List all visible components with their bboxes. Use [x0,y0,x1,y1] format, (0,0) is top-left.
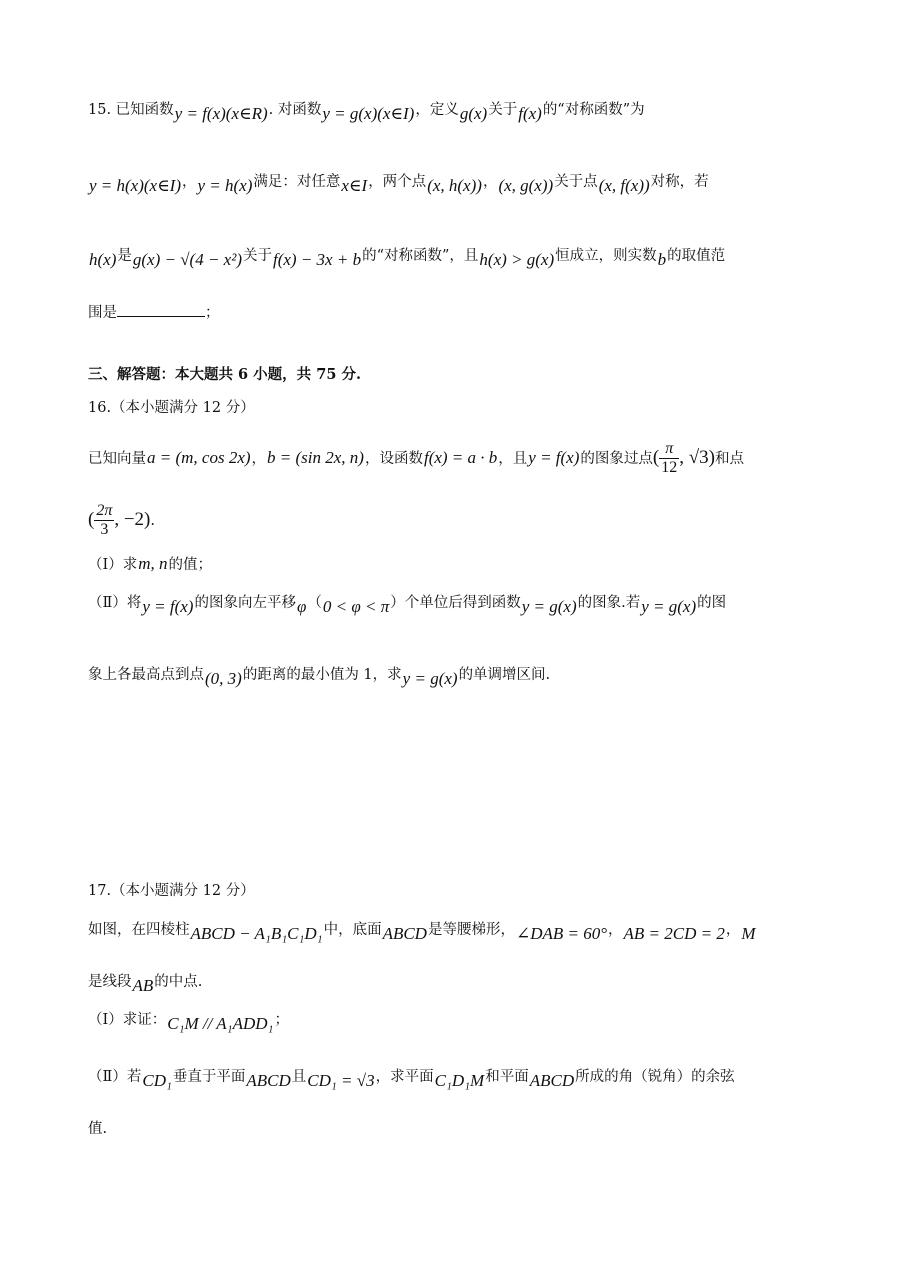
math: y = h(x)(x∈I) [89,176,181,195]
text: （Ⅱ）若 [88,1069,142,1085]
text: 的中点. [154,974,203,990]
text: 中，底面 [323,922,382,938]
math: C₁D₁M [434,1071,485,1090]
text: ， [251,450,267,467]
q16-part-1 [88,555,212,573]
math: y = g(x) [521,597,577,616]
text: 垂直于平面 [172,1069,246,1085]
math: (x, f(x)) [598,176,650,195]
paren: ( [652,446,660,468]
math: g(x) − √(4 − x²) [132,250,242,269]
math: ∠DAB = 60° [515,924,608,943]
math: CD₁ [142,1071,172,1090]
text: ， [182,174,197,190]
q16-part-2 [88,593,727,616]
text: ， [725,922,741,938]
text: ； [205,305,220,321]
math: ABCD − A₁B₁C₁D₁ [190,924,323,943]
text: 是线段 [88,974,132,990]
text: 关于 [488,102,518,118]
text: 所成的角（锐角）的余弦 [575,1069,735,1085]
section-heading: 三、解答题：本大题共 6 小题，共 75 分. [88,366,362,383]
q16-heading: 16.（本小题满分 12 分） [88,400,255,416]
numerator: π [659,440,679,459]
math: (x, g(x)) [498,176,554,195]
math: y = h(x) [197,176,253,195]
q15-line-3 [88,246,726,269]
text: ，设函数 [364,450,423,467]
text: 的图象向左平移 [194,595,296,611]
text: ； [274,1012,289,1028]
text: 的图 [697,595,727,611]
text: . 对函数 [268,102,322,118]
text: （ [307,595,322,611]
math: ABCD [529,1071,575,1090]
math: m, n [138,554,168,573]
math: y = f(x)(x∈R) [174,104,268,123]
text: 满足：对任意 [253,174,341,190]
math: CD₁ = √3 [307,1071,375,1090]
math: y = g(x)(x∈I) [322,104,415,123]
text: ，求平面 [375,1069,434,1085]
math: y = f(x) [528,447,580,467]
text: 是 [117,248,132,264]
math: b = (sin 2x, n) [267,447,364,467]
numerator: 2π [94,502,114,521]
text: 的单调增区间. [458,667,551,683]
text: 的“对称函数”，且 [362,248,479,264]
math: f(x) − 3x + b [272,250,362,269]
q15-line-4 [88,304,220,321]
math: x∈I [341,176,368,195]
text: 是等腰梯形， [427,922,515,938]
math: h(x) > g(x) [479,250,555,269]
math: C₁M // A₁ADD₁ [167,1014,274,1033]
text: 已知向量 [88,450,146,467]
math: 0 < φ < π [322,597,390,616]
text: 关于点 [554,174,598,190]
math: ABCD [382,924,427,943]
text: ，且 [498,450,528,467]
text: 的取值范 [667,248,726,264]
q17-part-1 [88,1010,289,1033]
math: f(x) [518,104,542,123]
fraction [659,440,679,478]
text: 的图象.若 [577,595,641,611]
math: , √3) [679,446,715,468]
math: , −2) [114,508,151,530]
denominator: 12 [661,459,678,477]
math: AB [132,976,154,995]
q17-heading: 17.（本小题满分 12 分） [88,883,255,899]
text: 的“对称函数”为 [542,102,645,118]
math: f(x) = a · b [423,447,498,467]
denominator: 3 [100,521,109,539]
math: M [741,924,756,943]
text: ， [482,174,498,190]
paren: ( [88,508,95,530]
fraction [94,502,114,540]
answer-blank[interactable] [117,304,205,317]
math: y = g(x) [402,669,458,688]
text: 关于 [242,248,272,264]
math: AB = 2CD = 2 [623,924,725,943]
math: φ [296,597,307,616]
text: （Ⅰ）求 [88,557,138,573]
math: y = g(x) [641,597,697,616]
q17-part-2-cont: 值. [88,1121,108,1137]
text: ，定义 [415,102,459,118]
text: 且 [291,1069,307,1085]
text: （Ⅰ）求证： [88,1012,167,1028]
text: 15. 已知函数 [88,102,174,118]
math: y = f(x) [142,597,194,616]
q17-line-2 [88,972,203,995]
text: 如图，在四棱柱 [88,922,190,938]
text: （Ⅱ）将 [88,595,142,611]
q15-line-2 [88,172,709,195]
text: 的距离的最小值为 1，求 [242,667,402,683]
text: 象上各最高点到点 [88,667,204,683]
math: (0, 3) [205,669,242,688]
q16-line-2 [88,502,155,540]
q16-part-2-cont [88,665,551,688]
math: a = (m, cos 2x) [147,447,251,467]
text: ， [608,922,623,938]
text: 和平面 [485,1069,529,1085]
text: ，两个点 [368,174,427,190]
text: 围是 [88,305,117,321]
math: ABCD [246,1071,291,1090]
q17-line-1 [88,920,757,943]
math: h(x) [89,250,117,269]
text: 的值； [168,557,213,573]
text: 恒成立，则实数 [555,248,657,264]
text: ）个单位后得到函数 [390,595,521,611]
math: b [657,250,667,269]
text: 对称，若 [650,174,709,190]
math: (x, h(x)) [427,176,482,195]
math: g(x) [459,104,488,123]
q17-part-2 [88,1067,735,1090]
text: 的图象过点 [580,450,653,467]
q15-line-1 [88,100,645,123]
text: . [150,512,155,529]
q16-line-1 [88,440,744,478]
text: 和点 [714,450,744,467]
